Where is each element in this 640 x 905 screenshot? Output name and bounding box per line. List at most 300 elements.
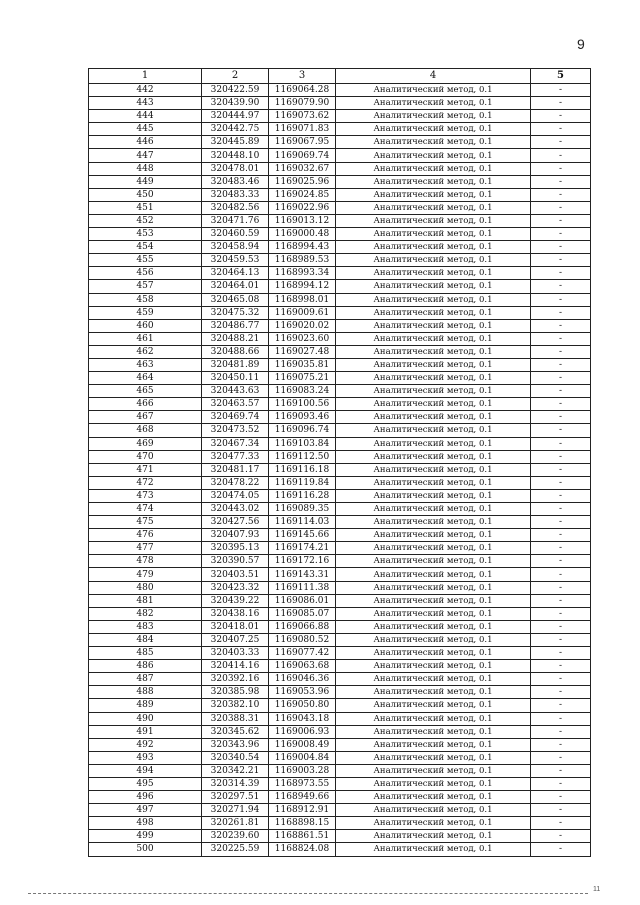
note-cell: - (531, 175, 591, 188)
y-coordinate-cell: 1169096.74 (269, 424, 336, 437)
y-coordinate-cell: 1169174.21 (269, 542, 336, 555)
x-coordinate-cell: 320488.66 (202, 345, 269, 358)
method-cell: Аналитический метод, 0.1 (336, 280, 531, 293)
x-coordinate-cell: 320345.62 (202, 725, 269, 738)
point-number-cell: 487 (89, 673, 202, 686)
y-coordinate-cell: 1169103.84 (269, 437, 336, 450)
table-row (89, 450, 591, 463)
point-number-cell: 486 (89, 660, 202, 673)
note-cell: - (531, 162, 591, 175)
method-cell: Аналитический метод, 0.1 (336, 581, 531, 594)
table-row (89, 228, 591, 241)
point-number-cell: 464 (89, 372, 202, 385)
table-row (89, 843, 591, 856)
x-coordinate-cell: 320444.97 (202, 110, 269, 123)
y-coordinate-cell: 1169111.38 (269, 581, 336, 594)
table-row (89, 97, 591, 110)
method-cell: Аналитический метод, 0.1 (336, 293, 531, 306)
method-cell: Аналитический метод, 0.1 (336, 319, 531, 332)
point-number-cell: 442 (89, 84, 202, 97)
note-cell: - (531, 673, 591, 686)
point-number-cell: 497 (89, 804, 202, 817)
point-number-cell: 482 (89, 607, 202, 620)
point-number-cell: 500 (89, 843, 202, 856)
table-row (89, 594, 591, 607)
method-cell: Аналитический метод, 0.1 (336, 594, 531, 607)
x-coordinate-cell: 320481.89 (202, 358, 269, 371)
x-coordinate-cell: 320471.76 (202, 214, 269, 227)
point-number-cell: 495 (89, 777, 202, 790)
method-cell: Аналитический метод, 0.1 (336, 463, 531, 476)
y-coordinate-cell: 1168994.12 (269, 280, 336, 293)
x-coordinate-cell: 320443.63 (202, 385, 269, 398)
x-coordinate-cell: 320297.51 (202, 791, 269, 804)
note-cell: - (531, 398, 591, 411)
y-coordinate-cell: 1169145.66 (269, 529, 336, 542)
x-coordinate-cell: 320463.57 (202, 398, 269, 411)
header-col-5: 5 (531, 69, 591, 84)
point-number-cell: 489 (89, 699, 202, 712)
note-cell: - (531, 647, 591, 660)
point-number-cell: 494 (89, 764, 202, 777)
table-row (89, 686, 591, 699)
method-cell: Аналитический метод, 0.1 (336, 516, 531, 529)
table-row (89, 725, 591, 738)
x-coordinate-cell: 320465.08 (202, 293, 269, 306)
table-row (89, 620, 591, 633)
point-number-cell: 478 (89, 555, 202, 568)
point-number-cell: 454 (89, 241, 202, 254)
method-cell: Аналитический метод, 0.1 (336, 84, 531, 97)
note-cell: - (531, 424, 591, 437)
note-cell: - (531, 633, 591, 646)
point-number-cell: 453 (89, 228, 202, 241)
table-row (89, 476, 591, 489)
method-cell: Аналитический метод, 0.1 (336, 503, 531, 516)
note-cell: - (531, 712, 591, 725)
y-coordinate-cell: 1169050.80 (269, 699, 336, 712)
table-row (89, 201, 591, 214)
point-number-cell: 468 (89, 424, 202, 437)
x-coordinate-cell: 320469.74 (202, 411, 269, 424)
y-coordinate-cell: 1169116.18 (269, 463, 336, 476)
point-number-cell: 466 (89, 398, 202, 411)
method-cell: Аналитический метод, 0.1 (336, 175, 531, 188)
point-number-cell: 483 (89, 620, 202, 633)
note-cell: - (531, 568, 591, 581)
method-cell: Аналитический метод, 0.1 (336, 424, 531, 437)
table-row (89, 542, 591, 555)
note-cell: - (531, 463, 591, 476)
x-coordinate-cell: 320403.33 (202, 647, 269, 660)
method-cell: Аналитический метод, 0.1 (336, 372, 531, 385)
method-cell: Аналитический метод, 0.1 (336, 777, 531, 790)
method-cell: Аналитический метод, 0.1 (336, 489, 531, 502)
point-number-cell: 492 (89, 738, 202, 751)
method-cell: Аналитический метод, 0.1 (336, 411, 531, 424)
table-row (89, 372, 591, 385)
point-number-cell: 493 (89, 751, 202, 764)
table-row (89, 411, 591, 424)
header-col-4: 4 (336, 69, 531, 84)
method-cell: Аналитический метод, 0.1 (336, 254, 531, 267)
x-coordinate-cell: 320427.56 (202, 516, 269, 529)
note-cell: - (531, 293, 591, 306)
note-cell: - (531, 555, 591, 568)
note-cell: - (531, 254, 591, 267)
table-row (89, 463, 591, 476)
point-number-cell: 456 (89, 267, 202, 280)
x-coordinate-cell: 320439.90 (202, 97, 269, 110)
method-cell: Аналитический метод, 0.1 (336, 241, 531, 254)
note-cell: - (531, 123, 591, 136)
point-number-cell: 460 (89, 319, 202, 332)
y-coordinate-cell: 1169077.42 (269, 647, 336, 660)
table-row (89, 712, 591, 725)
note-cell: - (531, 476, 591, 489)
note-cell: - (531, 97, 591, 110)
note-cell: - (531, 660, 591, 673)
point-number-cell: 447 (89, 149, 202, 162)
y-coordinate-cell: 1169020.02 (269, 319, 336, 332)
note-cell: - (531, 267, 591, 280)
point-number-cell: 444 (89, 110, 202, 123)
table-row (89, 136, 591, 149)
y-coordinate-cell: 1169027.48 (269, 345, 336, 358)
x-coordinate-cell: 320340.54 (202, 751, 269, 764)
point-number-cell: 473 (89, 489, 202, 502)
table-row (89, 332, 591, 345)
point-number-cell: 481 (89, 594, 202, 607)
table-row (89, 84, 591, 97)
method-cell: Аналитический метод, 0.1 (336, 136, 531, 149)
x-coordinate-cell: 320225.59 (202, 843, 269, 856)
method-cell: Аналитический метод, 0.1 (336, 830, 531, 843)
point-number-cell: 465 (89, 385, 202, 398)
y-coordinate-cell: 1168998.01 (269, 293, 336, 306)
y-coordinate-cell: 1169172.16 (269, 555, 336, 568)
point-number-cell: 448 (89, 162, 202, 175)
note-cell: - (531, 725, 591, 738)
table-row (89, 267, 591, 280)
note-cell: - (531, 319, 591, 332)
point-number-cell: 480 (89, 581, 202, 594)
x-coordinate-cell: 320450.11 (202, 372, 269, 385)
point-number-cell: 470 (89, 450, 202, 463)
x-coordinate-cell: 320448.10 (202, 149, 269, 162)
point-number-cell: 463 (89, 358, 202, 371)
x-coordinate-cell: 320482.56 (202, 201, 269, 214)
y-coordinate-cell: 1169046.36 (269, 673, 336, 686)
x-coordinate-cell: 320443.02 (202, 503, 269, 516)
method-cell: Аналитический метод, 0.1 (336, 843, 531, 856)
table-row (89, 293, 591, 306)
point-number-cell: 476 (89, 529, 202, 542)
table-row (89, 214, 591, 227)
point-number-cell: 475 (89, 516, 202, 529)
y-coordinate-cell: 1169008.49 (269, 738, 336, 751)
point-number-cell: 485 (89, 647, 202, 660)
y-coordinate-cell: 1169093.46 (269, 411, 336, 424)
note-cell: - (531, 110, 591, 123)
method-cell: Аналитический метод, 0.1 (336, 332, 531, 345)
note-cell: - (531, 241, 591, 254)
y-coordinate-cell: 1169025.96 (269, 175, 336, 188)
y-coordinate-cell: 1169116.28 (269, 489, 336, 502)
method-cell: Аналитический метод, 0.1 (336, 660, 531, 673)
table-row (89, 280, 591, 293)
method-cell: Аналитический метод, 0.1 (336, 751, 531, 764)
method-cell: Аналитический метод, 0.1 (336, 620, 531, 633)
y-coordinate-cell: 1169071.83 (269, 123, 336, 136)
table-row (89, 241, 591, 254)
note-cell: - (531, 830, 591, 843)
note-cell: - (531, 777, 591, 790)
table-row (89, 791, 591, 804)
y-coordinate-cell: 1169080.52 (269, 633, 336, 646)
x-coordinate-cell: 320483.46 (202, 175, 269, 188)
note-cell: - (531, 620, 591, 633)
note-cell: - (531, 542, 591, 555)
y-coordinate-cell: 1169085.07 (269, 607, 336, 620)
note-cell: - (531, 516, 591, 529)
y-coordinate-cell: 1169079.90 (269, 97, 336, 110)
method-cell: Аналитический метод, 0.1 (336, 385, 531, 398)
table-row (89, 398, 591, 411)
method-cell: Аналитический метод, 0.1 (336, 699, 531, 712)
y-coordinate-cell: 1169069.74 (269, 149, 336, 162)
method-cell: Аналитический метод, 0.1 (336, 398, 531, 411)
footer-mark: 11 (593, 886, 601, 893)
note-cell: - (531, 489, 591, 502)
table-row (89, 660, 591, 673)
point-number-cell: 491 (89, 725, 202, 738)
note-cell: - (531, 332, 591, 345)
note-cell: - (531, 686, 591, 699)
x-coordinate-cell: 320271.94 (202, 804, 269, 817)
y-coordinate-cell: 1169022.96 (269, 201, 336, 214)
y-coordinate-cell: 1169043.18 (269, 712, 336, 725)
method-cell: Аналитический метод, 0.1 (336, 149, 531, 162)
x-coordinate-cell: 320414.16 (202, 660, 269, 673)
x-coordinate-cell: 320423.32 (202, 581, 269, 594)
y-coordinate-cell: 1169003.28 (269, 764, 336, 777)
method-cell: Аналитический метод, 0.1 (336, 110, 531, 123)
method-cell: Аналитический метод, 0.1 (336, 712, 531, 725)
y-coordinate-cell: 1168993.34 (269, 267, 336, 280)
note-cell: - (531, 738, 591, 751)
y-coordinate-cell: 1169053.96 (269, 686, 336, 699)
point-number-cell: 484 (89, 633, 202, 646)
coordinates-table (88, 68, 591, 857)
table-row (89, 424, 591, 437)
y-coordinate-cell: 1169112.50 (269, 450, 336, 463)
y-coordinate-cell: 1168949.66 (269, 791, 336, 804)
point-number-cell: 477 (89, 542, 202, 555)
note-cell: - (531, 437, 591, 450)
y-coordinate-cell: 1169035.81 (269, 358, 336, 371)
x-coordinate-cell: 320407.25 (202, 633, 269, 646)
table-row (89, 503, 591, 516)
note-cell: - (531, 594, 591, 607)
y-coordinate-cell: 1169064.28 (269, 84, 336, 97)
note-cell: - (531, 411, 591, 424)
point-number-cell: 490 (89, 712, 202, 725)
x-coordinate-cell: 320388.31 (202, 712, 269, 725)
y-coordinate-cell: 1168824.08 (269, 843, 336, 856)
note-cell: - (531, 358, 591, 371)
note-cell: - (531, 843, 591, 856)
x-coordinate-cell: 320474.05 (202, 489, 269, 502)
method-cell: Аналитический метод, 0.1 (336, 764, 531, 777)
note-cell: - (531, 764, 591, 777)
note-cell: - (531, 607, 591, 620)
x-coordinate-cell: 320314.39 (202, 777, 269, 790)
x-coordinate-cell: 320438.16 (202, 607, 269, 620)
table-row (89, 123, 591, 136)
y-coordinate-cell: 1169100.56 (269, 398, 336, 411)
method-cell: Аналитический метод, 0.1 (336, 437, 531, 450)
header-col-3: 3 (269, 69, 336, 84)
point-number-cell: 458 (89, 293, 202, 306)
method-cell: Аналитический метод, 0.1 (336, 673, 531, 686)
method-cell: Аналитический метод, 0.1 (336, 607, 531, 620)
point-number-cell: 498 (89, 817, 202, 830)
table-row (89, 555, 591, 568)
point-number-cell: 452 (89, 214, 202, 227)
y-coordinate-cell: 1169009.61 (269, 306, 336, 319)
point-number-cell: 455 (89, 254, 202, 267)
header-col-2: 2 (202, 69, 269, 84)
table-row (89, 516, 591, 529)
y-coordinate-cell: 1169073.62 (269, 110, 336, 123)
x-coordinate-cell: 320407.93 (202, 529, 269, 542)
point-number-cell: 488 (89, 686, 202, 699)
table-row (89, 358, 591, 371)
point-number-cell: 445 (89, 123, 202, 136)
table-row (89, 568, 591, 581)
method-cell: Аналитический метод, 0.1 (336, 817, 531, 830)
table-row (89, 175, 591, 188)
table-row (89, 529, 591, 542)
table-row (89, 764, 591, 777)
y-coordinate-cell: 1168912.91 (269, 804, 336, 817)
method-cell: Аналитический метод, 0.1 (336, 542, 531, 555)
table-row (89, 110, 591, 123)
table-row (89, 751, 591, 764)
point-number-cell: 469 (89, 437, 202, 450)
method-cell: Аналитический метод, 0.1 (336, 201, 531, 214)
y-coordinate-cell: 1169013.12 (269, 214, 336, 227)
x-coordinate-cell: 320442.75 (202, 123, 269, 136)
note-cell: - (531, 385, 591, 398)
method-cell: Аналитический метод, 0.1 (336, 647, 531, 660)
table-row (89, 188, 591, 201)
note-cell: - (531, 201, 591, 214)
note-cell: - (531, 372, 591, 385)
method-cell: Аналитический метод, 0.1 (336, 97, 531, 110)
x-coordinate-cell: 320460.59 (202, 228, 269, 241)
note-cell: - (531, 817, 591, 830)
note-cell: - (531, 699, 591, 712)
y-coordinate-cell: 1168898.15 (269, 817, 336, 830)
note-cell: - (531, 214, 591, 227)
method-cell: Аналитический метод, 0.1 (336, 725, 531, 738)
y-coordinate-cell: 1169075.21 (269, 372, 336, 385)
x-coordinate-cell: 320475.32 (202, 306, 269, 319)
header-row (89, 69, 591, 84)
note-cell: - (531, 804, 591, 817)
method-cell: Аналитический метод, 0.1 (336, 214, 531, 227)
point-number-cell: 499 (89, 830, 202, 843)
method-cell: Аналитический метод, 0.1 (336, 306, 531, 319)
y-coordinate-cell: 1169066.88 (269, 620, 336, 633)
point-number-cell: 472 (89, 476, 202, 489)
method-cell: Аналитический метод, 0.1 (336, 123, 531, 136)
page-number: 9 (577, 36, 585, 52)
table-row (89, 254, 591, 267)
x-coordinate-cell: 320403.51 (202, 568, 269, 581)
table-row (89, 149, 591, 162)
y-coordinate-cell: 1168989.53 (269, 254, 336, 267)
y-coordinate-cell: 1169119.84 (269, 476, 336, 489)
note-cell: - (531, 84, 591, 97)
x-coordinate-cell: 320385.98 (202, 686, 269, 699)
y-coordinate-cell: 1168994.43 (269, 241, 336, 254)
x-coordinate-cell: 320382.10 (202, 699, 269, 712)
x-coordinate-cell: 320395.13 (202, 542, 269, 555)
method-cell: Аналитический метод, 0.1 (336, 529, 531, 542)
y-coordinate-cell: 1169006.93 (269, 725, 336, 738)
note-cell: - (531, 529, 591, 542)
method-cell: Аналитический метод, 0.1 (336, 738, 531, 751)
point-number-cell: 451 (89, 201, 202, 214)
x-coordinate-cell: 320477.33 (202, 450, 269, 463)
note-cell: - (531, 791, 591, 804)
table-row (89, 345, 591, 358)
table-row (89, 777, 591, 790)
table-row (89, 489, 591, 502)
point-number-cell: 467 (89, 411, 202, 424)
method-cell: Аналитический метод, 0.1 (336, 162, 531, 175)
x-coordinate-cell: 320486.77 (202, 319, 269, 332)
x-coordinate-cell: 320483.33 (202, 188, 269, 201)
note-cell: - (531, 188, 591, 201)
point-number-cell: 462 (89, 345, 202, 358)
x-coordinate-cell: 320473.52 (202, 424, 269, 437)
table-row (89, 319, 591, 332)
note-cell: - (531, 450, 591, 463)
method-cell: Аналитический метод, 0.1 (336, 568, 531, 581)
method-cell: Аналитический метод, 0.1 (336, 358, 531, 371)
point-number-cell: 479 (89, 568, 202, 581)
note-cell: - (531, 149, 591, 162)
method-cell: Аналитический метод, 0.1 (336, 804, 531, 817)
method-cell: Аналитический метод, 0.1 (336, 476, 531, 489)
x-coordinate-cell: 320464.01 (202, 280, 269, 293)
method-cell: Аналитический метод, 0.1 (336, 633, 531, 646)
table-row (89, 817, 591, 830)
footer-divider (28, 893, 588, 894)
y-coordinate-cell: 1169067.95 (269, 136, 336, 149)
table-row (89, 673, 591, 686)
method-cell: Аналитический метод, 0.1 (336, 188, 531, 201)
table-body (89, 84, 591, 857)
x-coordinate-cell: 320261.81 (202, 817, 269, 830)
x-coordinate-cell: 320464.13 (202, 267, 269, 280)
method-cell: Аналитический метод, 0.1 (336, 450, 531, 463)
note-cell: - (531, 345, 591, 358)
